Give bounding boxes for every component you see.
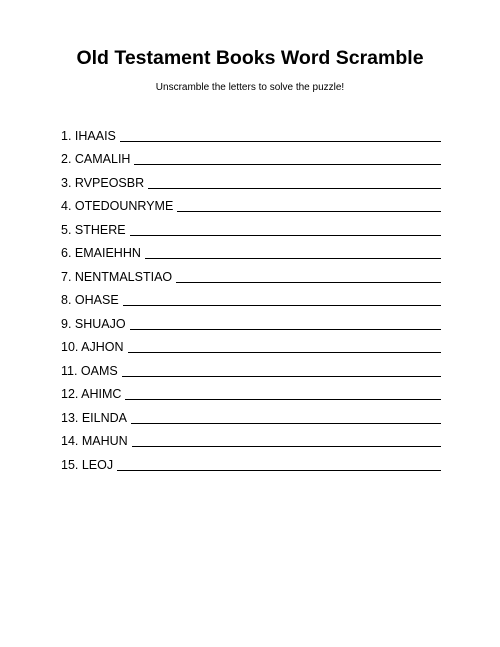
- answer-line[interactable]: [145, 258, 441, 259]
- list-item: [61, 449, 441, 473]
- answer-line[interactable]: [176, 282, 441, 283]
- scrambled-word: 12. AHIMC: [61, 387, 122, 401]
- list-item: [61, 167, 441, 191]
- scrambled-word: 4. OTEDOUNRYME: [61, 199, 174, 213]
- answer-line[interactable]: [130, 329, 441, 330]
- scrambled-word: 9. SHUAJO: [61, 316, 126, 331]
- scrambled-word: 15. LEOJ: [61, 457, 114, 472]
- answer-line[interactable]: [123, 305, 441, 306]
- answer-line[interactable]: [131, 423, 441, 424]
- answer-line[interactable]: [120, 141, 441, 142]
- list-item: [61, 120, 441, 144]
- list-item: [61, 238, 441, 262]
- answer-line[interactable]: [128, 352, 441, 353]
- answer-line[interactable]: [134, 164, 441, 165]
- list-item: [61, 355, 441, 379]
- scrambled-word: 3. RVPEOSBR: [61, 175, 145, 190]
- scrambled-word: 6. EMAIEHHN: [61, 246, 141, 260]
- list-item: [61, 285, 441, 309]
- answer-line[interactable]: [177, 211, 441, 212]
- list-item: [61, 379, 441, 403]
- list-item: [61, 308, 441, 332]
- page-title: Old Testament Books Word Scramble: [76, 47, 424, 69]
- scrambled-word: 10. AJHON: [61, 340, 124, 354]
- answer-line[interactable]: [125, 399, 441, 400]
- answer-line[interactable]: [148, 188, 441, 189]
- list-item: [61, 214, 441, 238]
- list-item: [61, 261, 441, 285]
- scramble-list: [61, 120, 441, 473]
- list-item: [61, 426, 441, 450]
- list-item: [61, 144, 441, 168]
- scrambled-word: 1. IHAAIS: [61, 128, 116, 143]
- answer-line[interactable]: [122, 376, 441, 377]
- list-item: [61, 402, 441, 426]
- scrambled-word: 13. EILNDA: [61, 410, 128, 425]
- scrambled-word: 14. MAHUN: [61, 434, 128, 448]
- scrambled-word: 7. NENTMALSTIAO: [61, 269, 173, 284]
- answer-line[interactable]: [130, 235, 441, 236]
- answer-line[interactable]: [132, 446, 441, 447]
- list-item: [61, 332, 441, 356]
- scrambled-word: 8. OHASE: [61, 293, 119, 307]
- scrambled-word: 11. OAMS: [61, 363, 118, 378]
- answer-line[interactable]: [117, 470, 441, 471]
- scrambled-word: 2. CAMALIH: [61, 152, 131, 166]
- scrambled-word: 5. STHERE: [61, 222, 126, 237]
- list-item: [61, 191, 441, 215]
- instructions: Unscramble the letters to solve the puzzle!: [155, 82, 345, 93]
